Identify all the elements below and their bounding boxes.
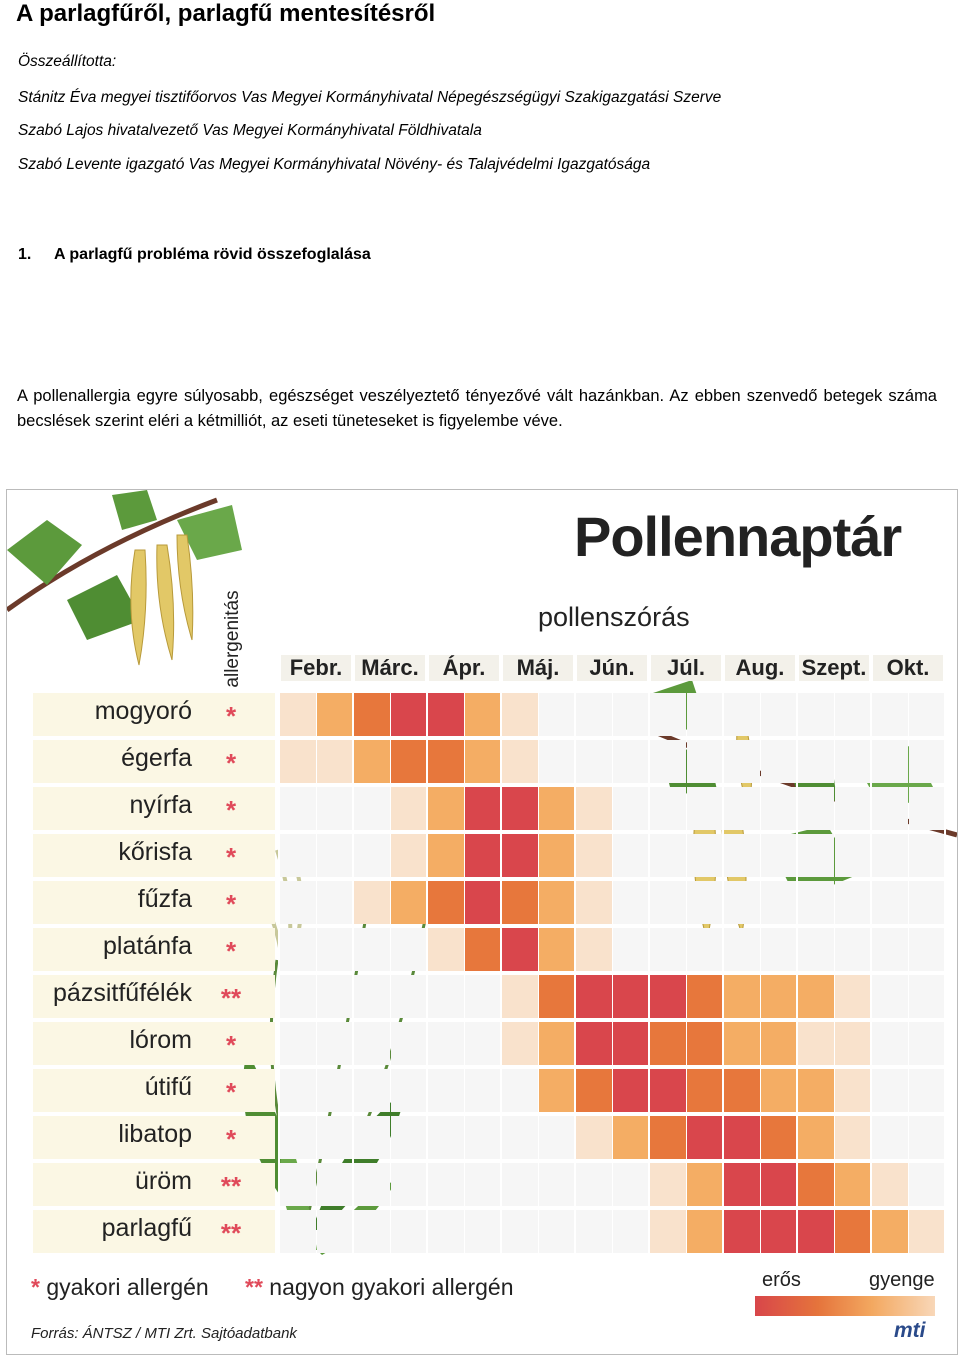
pollen-cell	[576, 693, 612, 736]
pollen-cell	[872, 928, 908, 971]
legend-very-common	[245, 1274, 514, 1301]
pollen-cell	[724, 975, 760, 1018]
pollen-cell	[613, 693, 649, 736]
pollen-cell	[502, 975, 538, 1018]
pollen-cell	[465, 834, 501, 877]
pollen-calendar-figure	[6, 489, 958, 1355]
pollen-cell	[502, 1116, 538, 1159]
pollen-cell	[724, 881, 760, 924]
pollen-cell	[576, 975, 612, 1018]
allergenicity-mark: **	[220, 1218, 242, 1248]
allergenicity-mark: *	[225, 936, 237, 966]
pollen-cell	[502, 881, 538, 924]
pollen-cell	[391, 1116, 427, 1159]
pollen-cell	[502, 1210, 538, 1253]
pollen-cell	[539, 1163, 575, 1206]
pollen-cell	[872, 834, 908, 877]
month-separator	[574, 650, 576, 1257]
section-title: A parlagfű probléma rövid összefoglalása	[54, 246, 371, 263]
pollen-cell	[428, 834, 464, 877]
pollen-cell	[465, 1069, 501, 1112]
pollen-cell	[502, 1022, 538, 1065]
month-separator	[500, 650, 502, 1257]
pollen-cell	[724, 693, 760, 736]
month-separator	[796, 650, 798, 1257]
pollen-cell	[650, 1116, 686, 1159]
pollen-cell	[576, 1022, 612, 1065]
plant-name: platánfa	[103, 932, 192, 960]
month-separator	[944, 650, 946, 1257]
pollen-cell	[613, 1210, 649, 1253]
pollen-cell	[576, 1210, 612, 1253]
pollen-cell	[280, 693, 316, 736]
pollen-cell	[280, 787, 316, 830]
pollen-cell	[280, 1116, 316, 1159]
pollen-cell	[650, 928, 686, 971]
pollen-cell	[687, 834, 723, 877]
plant-name: parlagfű	[101, 1214, 192, 1242]
pollen-cell	[428, 1116, 464, 1159]
pollen-cell	[650, 740, 686, 783]
pollen-cell	[317, 740, 353, 783]
legend-weak-label: gyenge	[869, 1269, 935, 1291]
pollen-cell	[465, 881, 501, 924]
pollen-cell	[835, 975, 871, 1018]
pollen-cell	[761, 975, 797, 1018]
pollen-cell	[687, 693, 723, 736]
pollen-cell	[354, 834, 390, 877]
plant-name: lórom	[129, 1026, 192, 1054]
pollen-cell	[317, 1069, 353, 1112]
pollen-cell	[465, 1210, 501, 1253]
allergenicity-mark: *	[225, 701, 237, 731]
pollen-cell	[909, 1069, 945, 1112]
pollen-cell	[391, 881, 427, 924]
chart-title: Pollennaptár	[574, 505, 902, 568]
pollen-cell	[798, 834, 834, 877]
pollen-cell	[428, 1163, 464, 1206]
pollen-cell	[761, 1210, 797, 1253]
plant-name: kőrisfa	[118, 838, 192, 866]
pollen-cell	[872, 693, 908, 736]
pollen-cell	[502, 693, 538, 736]
pollen-cell	[317, 975, 353, 1018]
pollen-cell	[687, 1069, 723, 1112]
pollen-cell	[613, 787, 649, 830]
pollen-cell	[798, 740, 834, 783]
pollen-cell	[539, 881, 575, 924]
pollen-cell	[576, 1163, 612, 1206]
pollen-cell	[687, 740, 723, 783]
pollen-cell	[391, 975, 427, 1018]
pollen-cell	[909, 1210, 945, 1253]
month-header: Jún.	[577, 655, 647, 681]
allergenicity-header-text: allergenitás	[222, 590, 243, 688]
pollen-cell	[761, 834, 797, 877]
pollen-cell	[613, 881, 649, 924]
pollen-cell	[724, 1116, 760, 1159]
pollen-cell	[391, 1069, 427, 1112]
pollen-cell	[539, 834, 575, 877]
pollen-cell	[798, 1163, 834, 1206]
pollen-cell	[502, 928, 538, 971]
plant-name: fűzfa	[137, 885, 192, 913]
legend-common-label: gyakori allergén	[46, 1274, 209, 1300]
pollen-cell	[428, 1069, 464, 1112]
pollen-cell	[317, 787, 353, 830]
allergenicity-mark: *	[225, 842, 237, 872]
pollen-cell	[872, 1069, 908, 1112]
plant-name: libatop	[118, 1120, 192, 1148]
month-header: Aug.	[725, 655, 795, 681]
pollen-cell	[539, 787, 575, 830]
pollen-cell	[872, 881, 908, 924]
pollen-cell	[391, 1210, 427, 1253]
allergenicity-mark: *	[225, 1124, 237, 1154]
allergenicity-mark: *	[225, 795, 237, 825]
pollen-cell	[724, 1022, 760, 1065]
pollen-cell	[391, 1022, 427, 1065]
pollen-cell	[798, 1022, 834, 1065]
pollen-cell	[317, 1210, 353, 1253]
pollen-cell	[798, 1210, 834, 1253]
author-line: Szabó Lajos hivatalvezető Vas Megyei Kormányhivatal Földhivatala	[18, 122, 482, 139]
pollen-cell	[613, 1022, 649, 1065]
pollen-cell	[576, 928, 612, 971]
pollen-cell	[761, 740, 797, 783]
pollen-cell	[613, 740, 649, 783]
pollen-cell	[761, 881, 797, 924]
pollen-cell	[909, 1163, 945, 1206]
month-separator	[870, 650, 872, 1257]
allergenicity-mark: **	[220, 1171, 242, 1201]
allergenicity-header	[221, 590, 245, 690]
pollen-cell	[724, 740, 760, 783]
pollen-cell	[539, 740, 575, 783]
pollen-cell	[354, 975, 390, 1018]
month-header: Okt.	[873, 655, 943, 681]
pollen-cell	[539, 1116, 575, 1159]
legend-common	[31, 1274, 209, 1301]
pollen-cell	[280, 1022, 316, 1065]
pollen-cell	[909, 787, 945, 830]
pollen-cell	[539, 1210, 575, 1253]
pollen-cell	[909, 881, 945, 924]
pollen-cell	[613, 975, 649, 1018]
pollen-cell	[909, 834, 945, 877]
pollen-cell	[650, 975, 686, 1018]
pollen-cell	[280, 881, 316, 924]
document-title: A parlagfűről, parlagfű mentesítésről	[16, 0, 436, 27]
pollen-cell	[687, 1022, 723, 1065]
month-header: Máj.	[503, 655, 573, 681]
pollen-cell	[428, 928, 464, 971]
plant-name: mogyoró	[94, 697, 192, 725]
pollen-cell	[317, 693, 353, 736]
pollen-cell	[354, 1069, 390, 1112]
pollen-cell	[502, 787, 538, 830]
pollen-cell	[502, 1163, 538, 1206]
pollen-cell	[650, 1069, 686, 1112]
pollen-cell	[650, 787, 686, 830]
pollen-cell	[280, 928, 316, 971]
pollen-cell	[909, 928, 945, 971]
pollen-cell	[539, 975, 575, 1018]
pollen-cell	[354, 928, 390, 971]
pollen-cell	[280, 1069, 316, 1112]
pollen-cell	[317, 1116, 353, 1159]
chart-subtitle: pollenszórás	[538, 602, 690, 632]
pollen-cell	[650, 1022, 686, 1065]
pollen-cell	[687, 1210, 723, 1253]
pollen-cell	[909, 1116, 945, 1159]
plant-name: üröm	[135, 1167, 192, 1195]
pollen-cell	[613, 928, 649, 971]
pollen-cell	[502, 1069, 538, 1112]
pollen-cell	[613, 1163, 649, 1206]
plant-name: útifű	[144, 1073, 192, 1101]
legend-strong-label: erős	[762, 1269, 801, 1291]
compiled-by-label: Összeállította:	[18, 53, 117, 70]
pollen-cell	[909, 740, 945, 783]
pollen-cell	[835, 1069, 871, 1112]
pollen-cell	[835, 693, 871, 736]
pollen-cell	[835, 787, 871, 830]
month-header: Febr.	[281, 655, 351, 681]
pollen-cell	[761, 1116, 797, 1159]
pollen-cell	[502, 740, 538, 783]
pollen-cell	[391, 834, 427, 877]
pollen-cell	[354, 693, 390, 736]
allergenicity-mark: *	[225, 889, 237, 919]
pollen-cell	[687, 928, 723, 971]
pollen-cell	[835, 1022, 871, 1065]
allergenicity-mark: *	[225, 1077, 237, 1107]
section-number: 1.	[18, 246, 32, 263]
pollen-cell	[798, 787, 834, 830]
pollen-cell	[539, 1022, 575, 1065]
pollen-cell	[354, 1210, 390, 1253]
pollen-cell	[317, 834, 353, 877]
pollen-cell	[835, 1116, 871, 1159]
month-separator	[426, 650, 428, 1257]
pollen-cell	[428, 787, 464, 830]
pollen-cell	[465, 693, 501, 736]
pollen-cell	[724, 928, 760, 971]
month-header: Márc.	[355, 655, 425, 681]
pollen-cell	[428, 740, 464, 783]
pollen-cell	[724, 834, 760, 877]
pollen-cell	[761, 928, 797, 971]
source-credit: Forrás: ÁNTSZ / MTI Zrt. Sajtóadatbank	[31, 1325, 297, 1342]
pollen-cell	[835, 928, 871, 971]
pollen-cell	[761, 693, 797, 736]
pollen-cell	[798, 1116, 834, 1159]
pollen-cell	[391, 740, 427, 783]
pollen-cell	[761, 787, 797, 830]
pollen-cell	[428, 1210, 464, 1253]
pollen-cell	[465, 1163, 501, 1206]
allergenicity-mark: *	[225, 1030, 237, 1060]
pollen-cell	[317, 1163, 353, 1206]
pollen-cell	[650, 1163, 686, 1206]
pollen-cell	[428, 881, 464, 924]
mti-logo: mti	[894, 1319, 926, 1342]
pollen-cell	[872, 1210, 908, 1253]
pollen-cell	[280, 740, 316, 783]
legend-common-symbol: *	[31, 1274, 40, 1300]
pollen-cell	[650, 881, 686, 924]
pollen-cell	[613, 834, 649, 877]
pollen-cell	[465, 928, 501, 971]
pollen-cell	[798, 693, 834, 736]
pollen-cell	[465, 1116, 501, 1159]
pollen-cell	[317, 928, 353, 971]
pollen-cell	[872, 1022, 908, 1065]
pollen-cell	[650, 693, 686, 736]
pollen-cell	[835, 881, 871, 924]
pollen-cell	[613, 1116, 649, 1159]
pollen-cell	[354, 1116, 390, 1159]
pollen-cell	[872, 975, 908, 1018]
pollen-cell	[465, 1022, 501, 1065]
pollen-cell	[280, 975, 316, 1018]
pollen-cell	[724, 1069, 760, 1112]
pollen-cell	[391, 787, 427, 830]
pollen-cell	[539, 1069, 575, 1112]
pollen-cell	[428, 693, 464, 736]
pollen-cell	[354, 1163, 390, 1206]
pollen-cell	[391, 693, 427, 736]
pollen-cell	[687, 787, 723, 830]
pollen-cell	[687, 1116, 723, 1159]
pollen-cell	[502, 834, 538, 877]
pollen-cell	[835, 1163, 871, 1206]
pollen-cell	[539, 693, 575, 736]
intensity-gradient-bar	[755, 1296, 935, 1316]
pollen-cell	[391, 1163, 427, 1206]
pollen-cell	[576, 1069, 612, 1112]
intro-paragraph: A pollenallergia egyre súlyosabb, egészséget veszélyeztető tényezővé vált hazánkban. Az ebben szenvedő betegek száma becslések szerint eléri a kétmilliót, az eseti tüneteseket is figyelembe véve.	[17, 387, 937, 430]
pollen-cell	[798, 975, 834, 1018]
pollen-cell	[761, 1069, 797, 1112]
month-header: Szept.	[799, 655, 869, 681]
pollen-cell	[687, 881, 723, 924]
pollen-cell	[354, 787, 390, 830]
pollen-cell	[280, 1210, 316, 1253]
month-header: Júl.	[651, 655, 721, 681]
allergenicity-mark: **	[220, 983, 242, 1013]
pollen-cell	[835, 740, 871, 783]
pollen-cell	[761, 1163, 797, 1206]
legend-very-common-symbol: **	[245, 1274, 263, 1300]
pollen-cell	[280, 834, 316, 877]
pollen-cell	[872, 740, 908, 783]
month-header: Ápr.	[429, 655, 499, 681]
pollen-cell	[872, 787, 908, 830]
pollen-cell	[798, 881, 834, 924]
pollen-cell	[576, 834, 612, 877]
pollen-cell	[465, 740, 501, 783]
pollen-cell	[909, 1022, 945, 1065]
pollen-cell	[465, 975, 501, 1018]
author-line: Szabó Levente igazgató Vas Megyei Kormányhivatal Növény- és Talajvédelmi Igazgatósága	[18, 156, 651, 173]
pollen-cell	[798, 928, 834, 971]
pollen-cell	[872, 1163, 908, 1206]
pollen-cell	[280, 1163, 316, 1206]
legend-very-common-label: nagyon gyakori allergén	[269, 1274, 514, 1300]
pollen-cell	[835, 834, 871, 877]
month-separator	[278, 650, 280, 1257]
pollen-cell	[909, 693, 945, 736]
pollen-cell	[724, 787, 760, 830]
pollen-cell	[761, 1022, 797, 1065]
pollen-cell	[576, 787, 612, 830]
section-heading	[18, 246, 371, 264]
birch-branch-illustration	[7, 490, 242, 665]
pollen-cell	[724, 1210, 760, 1253]
pollen-cell	[465, 787, 501, 830]
pollen-cell	[650, 834, 686, 877]
pollen-cell	[576, 1116, 612, 1159]
pollen-cell	[391, 928, 427, 971]
plant-name: pázsitfűfélék	[53, 979, 192, 1007]
month-separator	[648, 650, 650, 1257]
plant-name: nyírfa	[129, 791, 192, 819]
pollen-cell	[798, 1069, 834, 1112]
pollen-cell	[909, 975, 945, 1018]
pollen-cell	[576, 740, 612, 783]
pollen-cell	[687, 975, 723, 1018]
pollen-cell	[354, 1022, 390, 1065]
month-separator	[722, 650, 724, 1257]
pollen-cell	[428, 975, 464, 1018]
pollen-cell	[687, 1163, 723, 1206]
pollen-cell	[724, 1163, 760, 1206]
author-line: Stánitz Éva megyei tisztifőorvos Vas Megyei Kormányhivatal Népegészségügyi Szakigazgatási Szerve	[18, 89, 722, 106]
pollen-cell	[872, 1116, 908, 1159]
pollen-cell	[354, 740, 390, 783]
pollen-cell	[354, 881, 390, 924]
pollen-cell	[650, 1210, 686, 1253]
pollen-cell	[539, 928, 575, 971]
month-separator	[352, 650, 354, 1257]
pollen-cell	[613, 1069, 649, 1112]
pollen-cell	[428, 1022, 464, 1065]
pollen-cell	[835, 1210, 871, 1253]
allergenicity-mark: *	[225, 748, 237, 778]
pollen-cell	[317, 881, 353, 924]
pollen-cell	[317, 1022, 353, 1065]
pollen-cell	[576, 881, 612, 924]
plant-name: égerfa	[121, 744, 192, 772]
